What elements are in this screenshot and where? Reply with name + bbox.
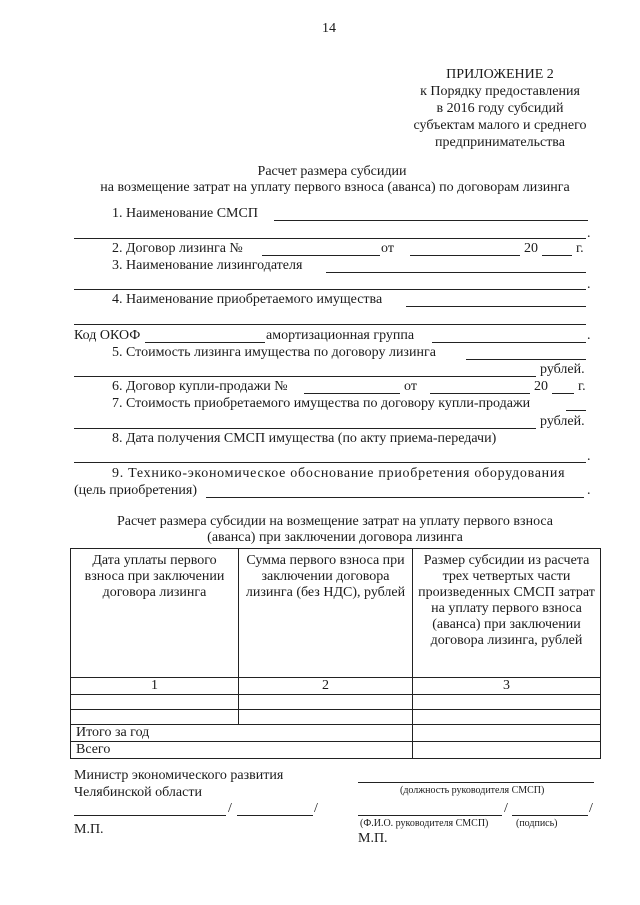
item-8-label: 8. Дата получения СМСП имущества (по акту приема-передачи) [112, 431, 497, 446]
purchase-contract-year-field[interactable] [552, 393, 574, 394]
purchase-contract-number-field[interactable] [304, 393, 400, 394]
table-cell[interactable] [239, 695, 413, 710]
contract-date-field[interactable] [410, 255, 520, 256]
appendix-line: к Порядку предоставления [420, 84, 580, 99]
document-subtitle: на возмещение затрат на уплату первого взноса (аванса) по договорам лизинга [100, 180, 570, 195]
total-all-value[interactable] [413, 742, 601, 759]
receipt-date-field[interactable] [74, 462, 586, 463]
table-header-row [71, 549, 601, 678]
table-number-row [71, 678, 601, 695]
total-all-label: Всего [71, 742, 413, 759]
item-2-g: г. [576, 241, 584, 256]
smsp-position-field[interactable] [358, 782, 594, 783]
justification-field[interactable] [206, 497, 584, 498]
appendix-line: в 2016 году субсидий [436, 101, 564, 116]
property-cost-field[interactable] [566, 410, 586, 411]
item-3-label: 3. Наименование лизингодателя [112, 258, 303, 273]
minister-title: Министр экономического развития [74, 768, 284, 783]
okof-label: Код ОКОФ [74, 328, 141, 343]
lessor-field-cont[interactable] [74, 289, 586, 290]
appendix-line: предпринимательства [435, 135, 565, 150]
item-6-label: 6. Договор купли-продажи № [112, 379, 288, 394]
smsp-slash: / [504, 801, 508, 816]
total-year-value[interactable] [413, 725, 601, 742]
item-8-dot: . [587, 449, 591, 464]
okof-dot: . [587, 328, 591, 343]
minister-slash: / [228, 801, 232, 816]
smsp-position-caption: (должность руководителя СМСП) [400, 785, 545, 796]
property-field[interactable] [406, 306, 586, 307]
amortization-label: амортизационная группа [266, 328, 415, 343]
header-subsidy-amount: Размер субсидии из расчета трех четвертых части произведенных СМСП затрат на уплату первого взноса (аванса) при заключении договора лизинга, рублей [413, 549, 601, 678]
table-cell[interactable] [239, 710, 413, 725]
item-5-label: 5. Стоимость лизинга имущества по договору лизинга [112, 345, 436, 360]
property-cost-field-cont[interactable] [74, 428, 536, 429]
header-first-payment: Сумма первого взноса при заключении договора лизинга (без НДС), рублей [239, 549, 413, 678]
item-1-field-cont[interactable] [74, 238, 586, 239]
subsidy-table [70, 548, 601, 759]
column-number: 3 [413, 678, 601, 695]
item-1-dot: . [587, 226, 591, 241]
smsp-name-field[interactable] [358, 815, 502, 816]
appendix-line: субъектам малого и среднего [413, 118, 587, 133]
minister-signature-field[interactable] [237, 815, 313, 816]
item-3-dot: . [587, 277, 591, 292]
item-9-dot: . [587, 483, 591, 498]
item-9-label: 9. Технико-экономическое обоснование приобретения оборудования [112, 466, 566, 481]
minister-stamp-place: М.П. [74, 822, 104, 837]
column-number: 2 [239, 678, 413, 695]
appendix-block [390, 66, 610, 151]
table-cell[interactable] [413, 695, 601, 710]
page-number: 14 [322, 21, 336, 36]
item-4-label: 4. Наименование приобретаемого имущества [112, 292, 383, 307]
header-payment-date: Дата уплаты первого взноса при заключении договора лизинга [71, 549, 239, 678]
table-row [71, 710, 601, 725]
table-cell[interactable] [71, 695, 239, 710]
item-1-field[interactable] [274, 220, 588, 221]
smsp-slash-end: / [589, 801, 593, 816]
item-6-g: г. [578, 379, 586, 394]
table-subtitle: (аванса) при заключении договора лизинга [207, 530, 463, 545]
smsp-signature-field[interactable] [512, 815, 588, 816]
item-6-from: от [404, 379, 417, 394]
item-7-rubles: рублей. [540, 414, 585, 429]
okof-field[interactable] [145, 342, 265, 343]
item-2-year: 20 [524, 241, 538, 256]
item-1-label: 1. Наименование СМСП [112, 206, 258, 221]
purchase-contract-date-field[interactable] [430, 393, 530, 394]
column-number: 1 [71, 678, 239, 695]
smsp-fio-caption: (Ф.И.О. руководителя СМСП) [360, 818, 489, 829]
appendix-line: ПРИЛОЖЕНИЕ 2 [446, 67, 554, 82]
contract-year-field[interactable] [542, 255, 572, 256]
amortization-field[interactable] [432, 342, 586, 343]
total-year-row [71, 725, 601, 742]
document-title: Расчет размера субсидии [257, 164, 407, 179]
minister-name-field[interactable] [74, 815, 226, 816]
leasing-cost-field-cont[interactable] [74, 376, 536, 377]
total-all-row [71, 742, 601, 759]
table-cell[interactable] [71, 710, 239, 725]
minister-slash-end: / [314, 801, 318, 816]
lessor-field[interactable] [326, 272, 586, 273]
item-6-year: 20 [534, 379, 548, 394]
table-title: Расчет размера субсидии на возмещение затрат на уплату первого взноса [116, 514, 554, 529]
table-cell[interactable] [413, 710, 601, 725]
smsp-sign-caption: (подпись) [516, 818, 558, 829]
leasing-cost-field[interactable] [466, 359, 586, 360]
item-7-label: 7. Стоимость приобретаемого имущества по договору купли-продажи [112, 396, 531, 411]
contract-number-field[interactable] [262, 255, 380, 256]
table-row [71, 695, 601, 710]
item-5-rubles: рублей. [540, 362, 585, 377]
item-2-from: от [381, 241, 394, 256]
item-9-cont-label: (цель приобретения) [74, 483, 197, 498]
item-2-label: 2. Договор лизинга № [112, 241, 243, 256]
total-year-label: Итого за год [71, 725, 413, 742]
smsp-stamp-place: М.П. [358, 831, 388, 846]
minister-region: Челябинской области [74, 785, 202, 800]
property-field-cont[interactable] [74, 324, 586, 325]
